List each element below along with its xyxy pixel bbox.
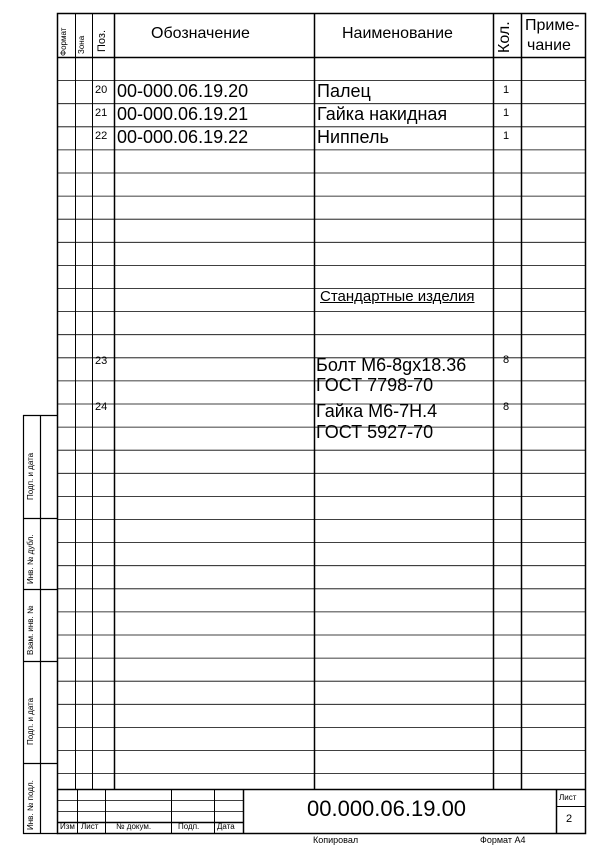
tb-sheet-label: Лист bbox=[559, 793, 577, 802]
row-designation: 00-000.06.19.20 bbox=[117, 81, 249, 101]
section-title: Стандартные изделия bbox=[320, 288, 475, 305]
std-item-qty: 8 bbox=[503, 354, 510, 366]
std-item-qty: 8 bbox=[503, 401, 510, 413]
row-pos: 21 bbox=[95, 107, 108, 119]
tb-doc-no: № докум. bbox=[116, 822, 152, 831]
header-designation: Обозначение bbox=[151, 25, 250, 42]
std-item-name-line1: Болт М6-8gx18.36 bbox=[316, 355, 467, 375]
std-item-name-line1: Гайка М6-7Н.4 bbox=[316, 401, 438, 421]
footer-format: Формат А4 bbox=[480, 835, 526, 845]
row-qty: 1 bbox=[503, 107, 510, 119]
std-item-name-line2: ГОСТ 7798-70 bbox=[316, 375, 434, 395]
stamp-podp-data-top: Подп. и дата bbox=[26, 452, 35, 500]
tb-list: Лист bbox=[81, 822, 99, 831]
tb-izm: Изм bbox=[60, 822, 75, 831]
row-designation: 00-000.06.19.21 bbox=[117, 104, 249, 124]
row-qty: 1 bbox=[503, 84, 510, 96]
header-format: Формат bbox=[59, 27, 68, 56]
header-note-line1: Приме- bbox=[525, 17, 580, 34]
std-item-pos: 24 bbox=[95, 401, 108, 413]
row-pos: 20 bbox=[95, 84, 108, 96]
header-qty: Кол. bbox=[496, 21, 513, 53]
row-designation: 00-000.06.19.22 bbox=[117, 127, 249, 147]
document-number: 00.000.06.19.00 bbox=[307, 796, 467, 821]
stamp-inv-dubl: Инв. № дубл. bbox=[26, 534, 35, 584]
row-pos: 22 bbox=[95, 130, 108, 142]
tb-sheet-number: 2 bbox=[566, 813, 573, 825]
tb-podp: Подп. bbox=[178, 822, 200, 831]
tb-date: Дата bbox=[217, 822, 235, 831]
row-name: Палец bbox=[317, 81, 371, 101]
std-item-pos: 23 bbox=[95, 355, 108, 367]
header-note-line2: чание bbox=[527, 37, 571, 54]
footer-copied: Копировал bbox=[313, 835, 359, 845]
stamp-inv-podl: Инв. № подл. bbox=[26, 780, 35, 830]
row-qty: 1 bbox=[503, 130, 510, 142]
header-zone: Зона bbox=[77, 35, 86, 54]
stamp-vzam-inv: Взам. инв. № bbox=[26, 605, 35, 655]
stamp-podp-data-bottom: Подп. и дата bbox=[26, 697, 35, 745]
row-name: Гайка накидная bbox=[317, 104, 448, 124]
std-item-name-line2: ГОСТ 5927-70 bbox=[316, 422, 434, 442]
header-pos: Поз. bbox=[96, 30, 108, 52]
header-name: Наименование bbox=[342, 25, 453, 42]
row-name: Ниппель bbox=[317, 127, 389, 147]
